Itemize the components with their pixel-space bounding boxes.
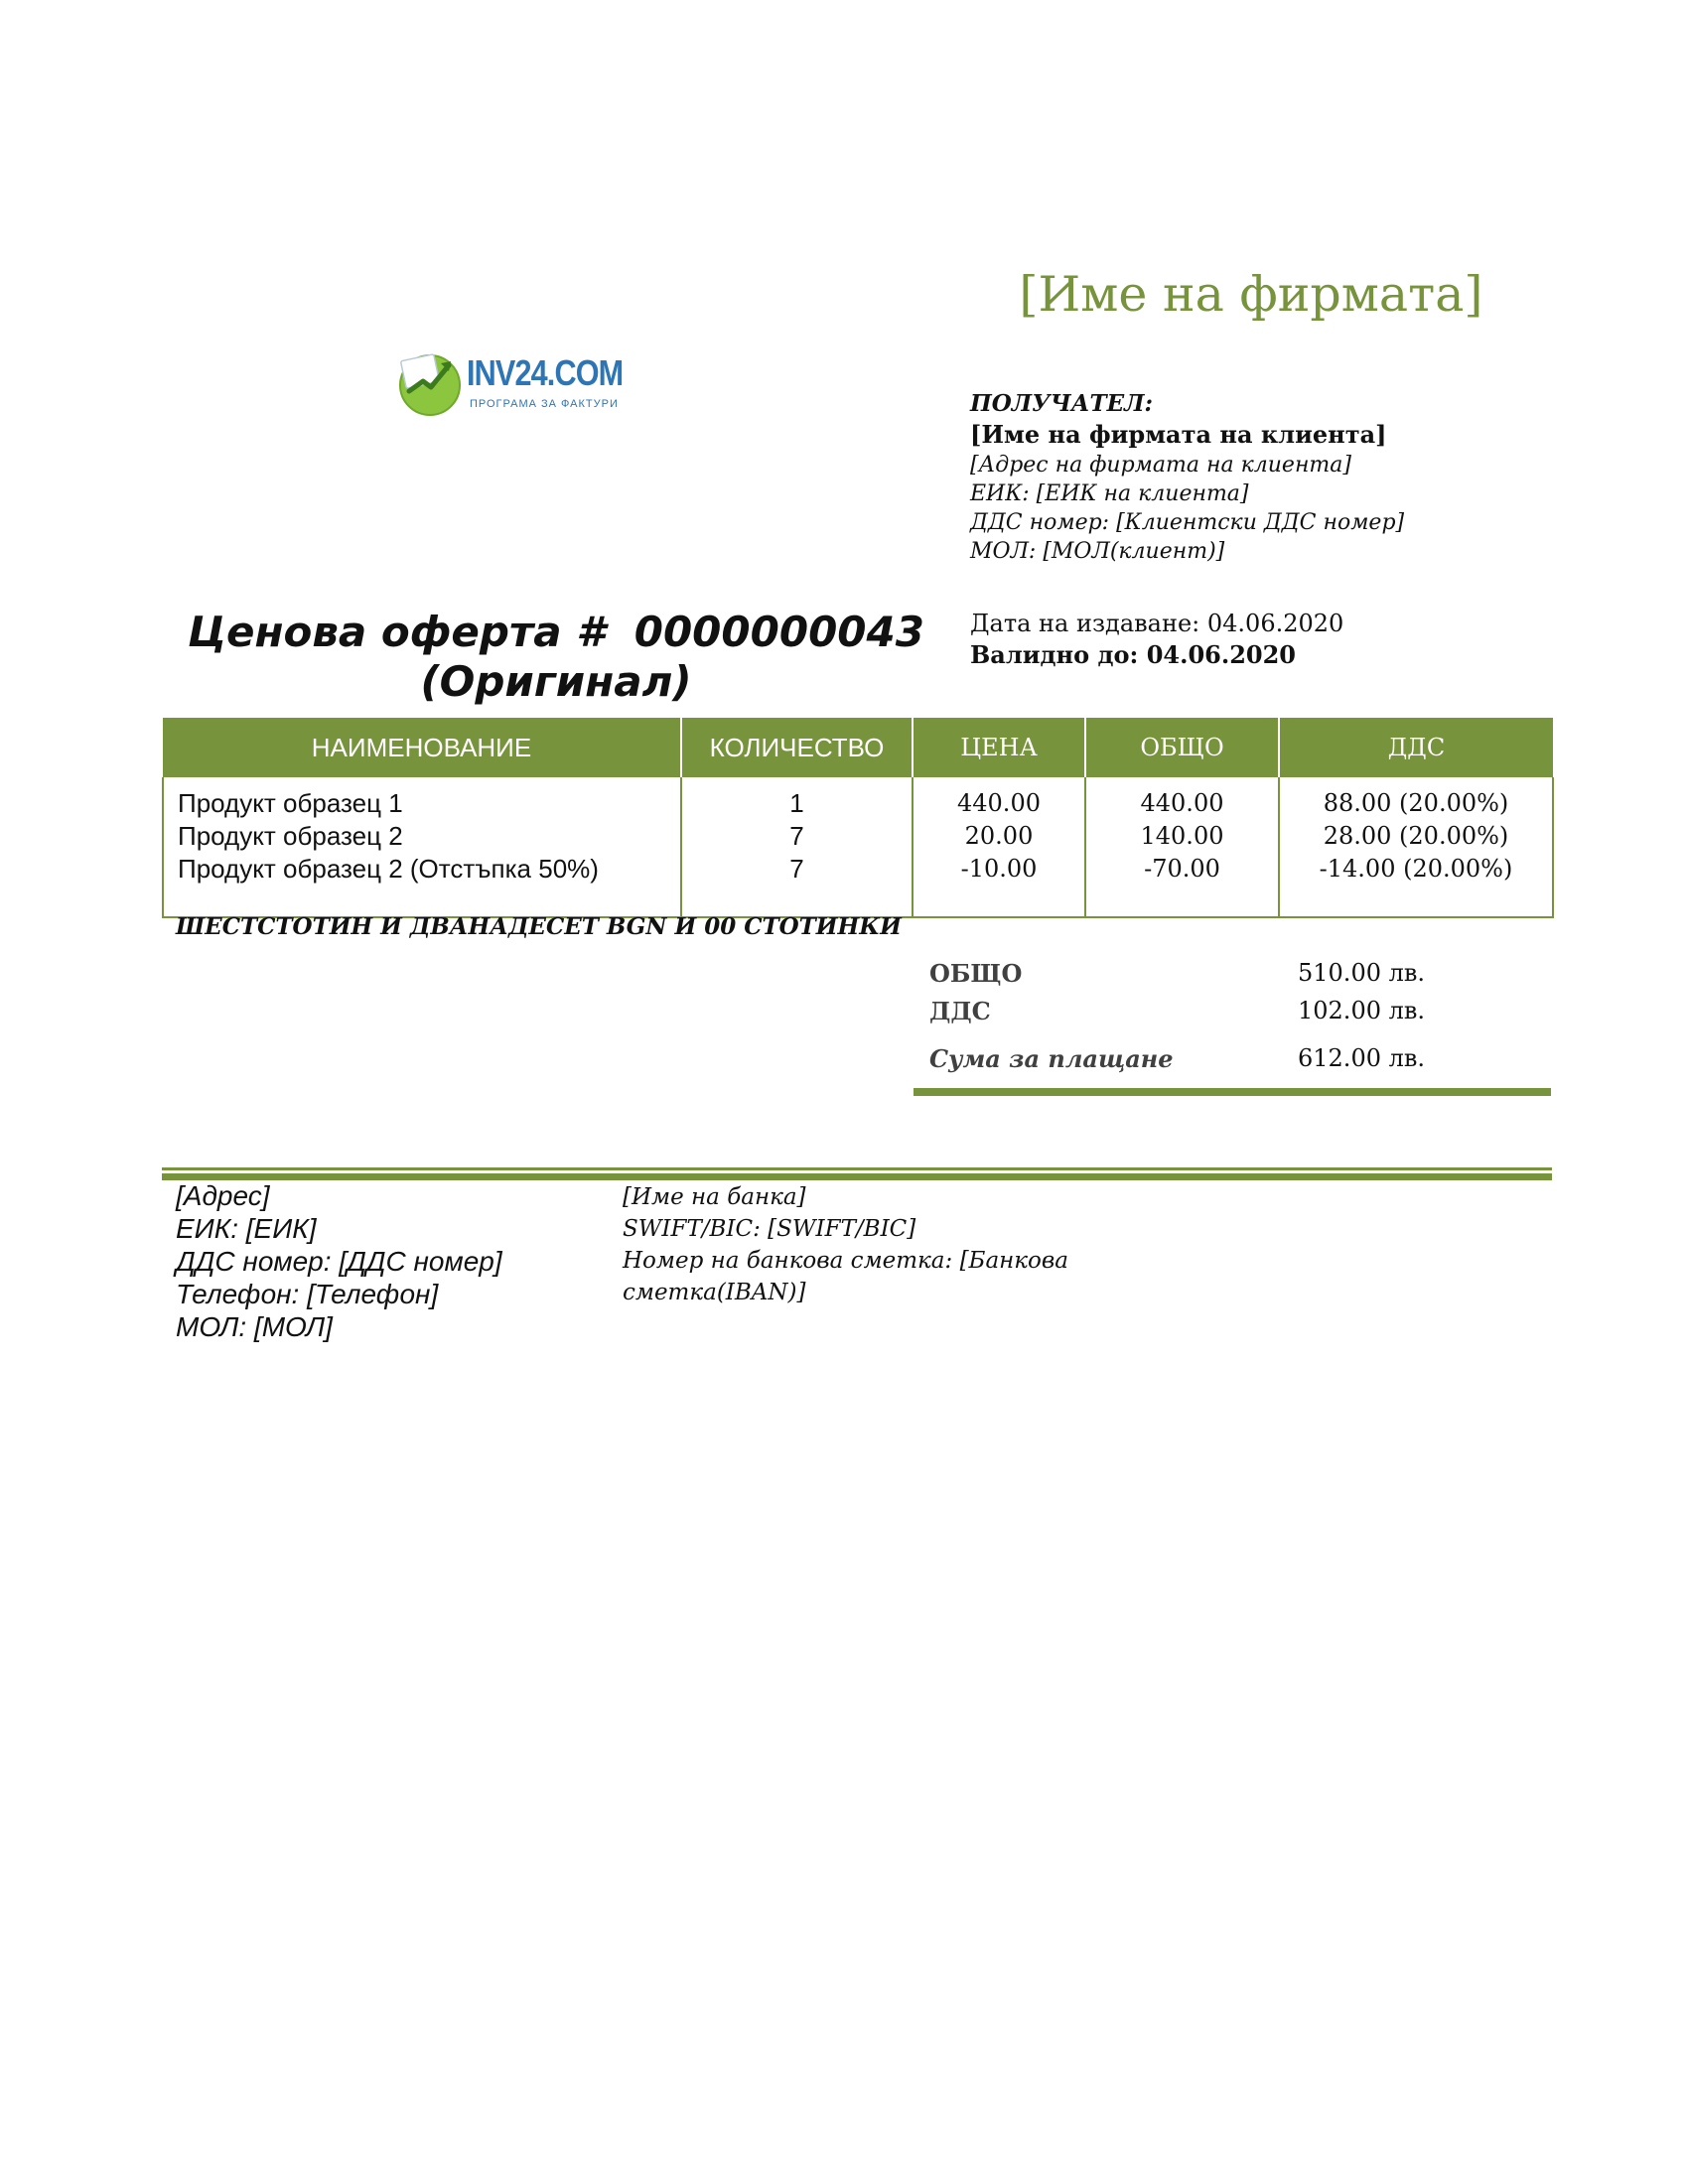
logo-subtitle: ПРОГРАМА ЗА ФАКТУРИ: [470, 398, 619, 410]
header-name: НАИМЕНОВАНИЕ: [163, 718, 681, 777]
document-title: [159, 608, 953, 707]
recipient-mol: МОЛ: [МОЛ(клиент)]: [970, 539, 1225, 564]
copy-type: (Оригинал): [420, 657, 692, 706]
total-cell: [1085, 777, 1279, 917]
footer-vat: ДДС номер: [ДДС номер]: [176, 1246, 502, 1277]
header-vat: ДДС: [1279, 718, 1553, 777]
footer-bank-details: [623, 1181, 1139, 1308]
footer-mol: МОЛ: [МОЛ]: [176, 1311, 333, 1342]
quote-number: Ценова оферта # 0000000043: [188, 608, 924, 656]
amount-due-row: [914, 1044, 1551, 1082]
item-quantity: 1: [789, 788, 804, 818]
item-price: -10.00: [960, 855, 1038, 883]
valid-until: Валидно до: 04.06.2020: [970, 640, 1297, 669]
recipient-eik: ЕИК: [ЕИК на клиента]: [970, 481, 1249, 506]
amount-due-label: Сума за плащане: [929, 1044, 1174, 1073]
item-quantity: 7: [789, 821, 804, 851]
vat-label: ДДС: [929, 997, 991, 1025]
recipient-name: [Име на фирмата на клиента]: [970, 420, 1387, 449]
item-price: 20.00: [964, 822, 1034, 850]
recipient-vat: ДДС номер: [Клиентски ДДС номер]: [970, 510, 1405, 535]
total-row: [914, 959, 1551, 997]
vat-row: [914, 997, 1551, 1034]
footer-bank: [Име на банка]: [623, 1184, 806, 1210]
footer-phone: Телефон: [Телефон]: [176, 1279, 439, 1309]
item-price: 440.00: [957, 789, 1041, 817]
item-quantity: 7: [789, 854, 804, 884]
totals-underline: [914, 1088, 1551, 1096]
logo-text: INV24.COM: [467, 352, 624, 393]
totals-block: [914, 959, 1551, 1082]
dates-block: [970, 608, 1343, 671]
item-vat: 28.00 (20.00%): [1323, 822, 1509, 850]
issue-date: Дата на издаване: 04.06.2020: [970, 610, 1344, 637]
table-body-row: [163, 777, 1553, 917]
names-cell: [163, 777, 681, 917]
vat-cell: [1279, 777, 1553, 917]
chart-arrow-icon: [395, 347, 465, 417]
footer-divider: [162, 1167, 1552, 1170]
footer-eik: ЕИК: [ЕИК]: [176, 1213, 317, 1244]
company-name: [Име на фирмата]: [1019, 266, 1483, 323]
recipient-label: ПОЛУЧАТЕЛ:: [970, 390, 1153, 417]
items-table: [162, 718, 1554, 918]
recipient-block: [970, 389, 1404, 566]
company-logo: [395, 342, 624, 422]
header-price: ЦЕНА: [913, 718, 1085, 777]
item-name: Продукт образец 2 (Отстъпка 50%): [178, 854, 599, 884]
item-name: Продукт образец 1: [178, 788, 403, 818]
footer-swift: SWIFT/BIC: [SWIFT/BIC]: [623, 1216, 916, 1242]
item-vat: -14.00 (20.00%): [1319, 855, 1513, 883]
vat-value: 102.00 лв.: [1298, 997, 1425, 1024]
item-total: -70.00: [1144, 855, 1220, 883]
item-total: 140.00: [1140, 822, 1224, 850]
header-quantity: КОЛИЧЕСТВО: [681, 718, 913, 777]
price-cell: [913, 777, 1085, 917]
item-vat: 88.00 (20.00%): [1323, 789, 1509, 817]
footer-address: [Адрес]: [176, 1180, 270, 1211]
total-value: 510.00 лв.: [1298, 959, 1425, 987]
table-header-row: [163, 718, 1553, 777]
amount-due-value: 612.00 лв.: [1298, 1044, 1425, 1072]
header-total: ОБЩО: [1085, 718, 1279, 777]
footer-company-details: [176, 1179, 502, 1343]
item-name: Продукт образец 2: [178, 821, 403, 851]
item-total: 440.00: [1140, 789, 1224, 817]
total-label: ОБЩО: [929, 959, 1023, 988]
recipient-address: [Адрес на фирмата на клиента]: [970, 453, 1351, 478]
footer-account: Номер на банкова сметка: [Банкова сметка(IBAN)]: [623, 1248, 1068, 1305]
quantity-cell: [681, 777, 913, 917]
amount-in-words: ШЕСТСТОТИН И ДВАНАДЕСЕТ BGN И 00 СТОТИНКИ: [176, 913, 902, 940]
